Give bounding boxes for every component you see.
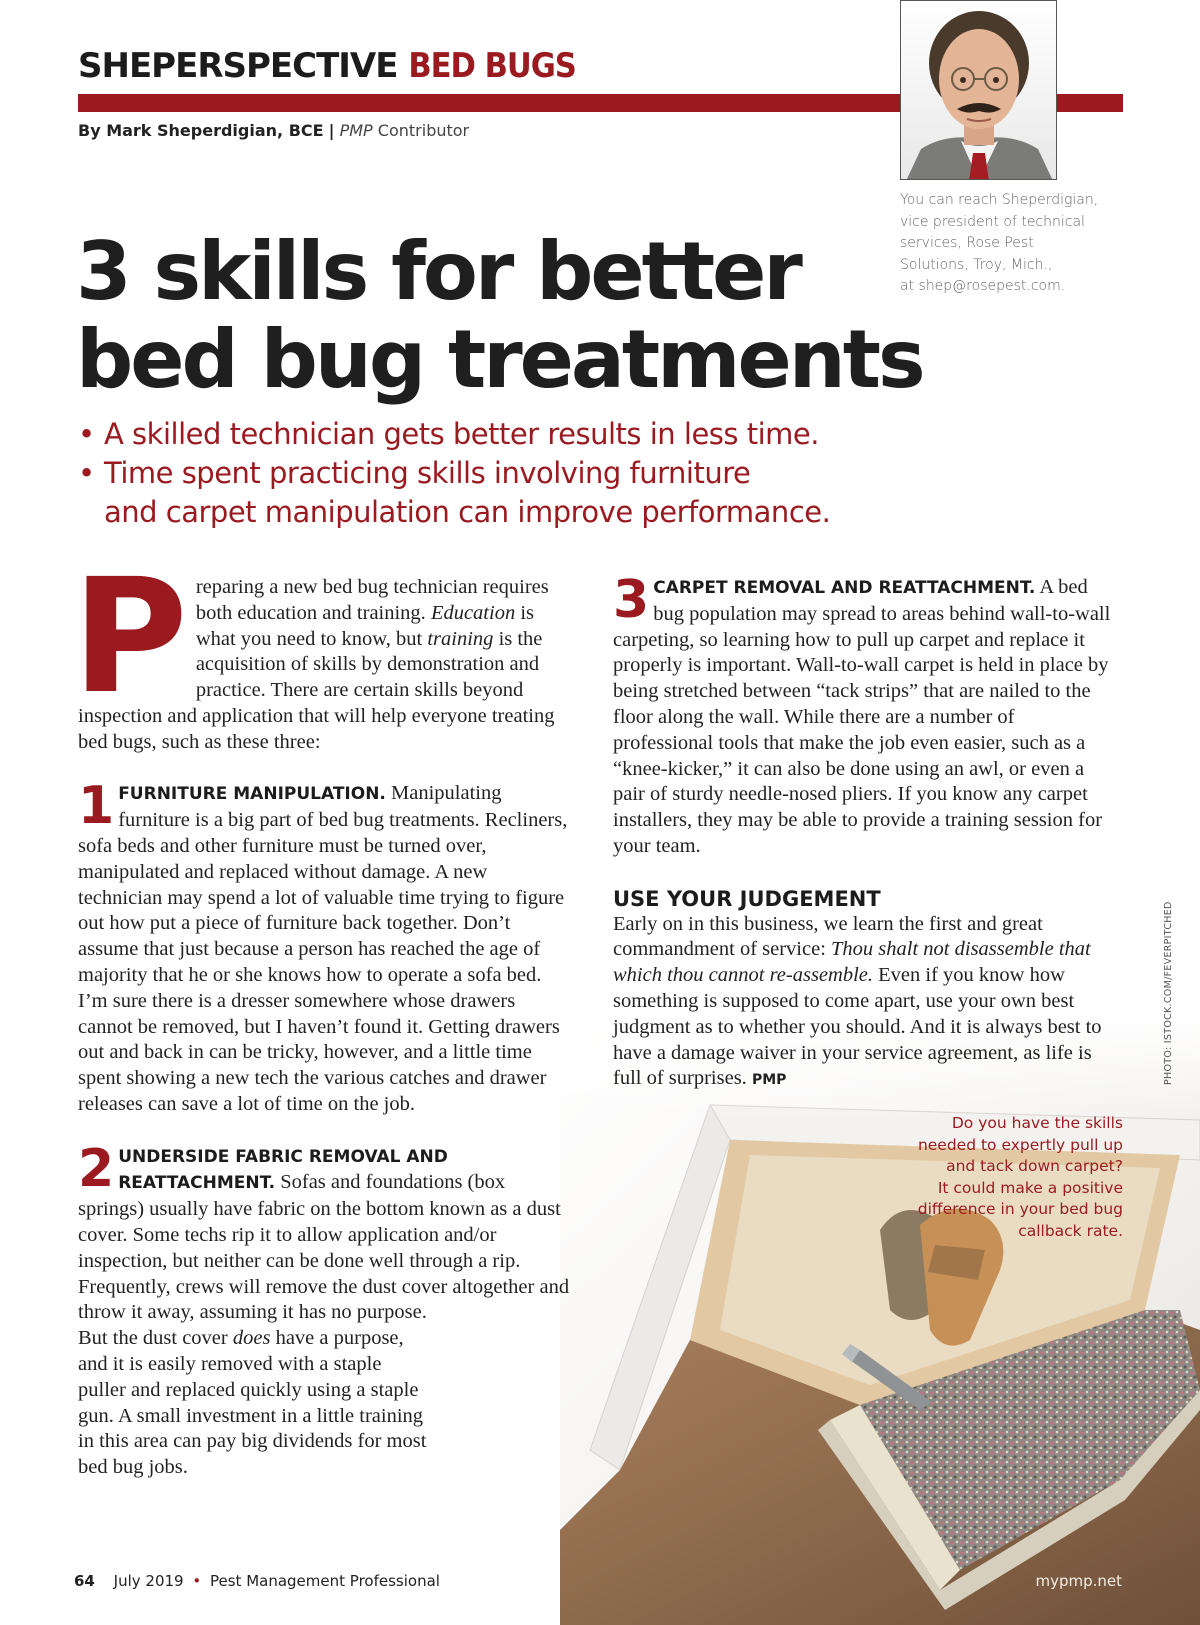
intro-text: reparing a new bed bug technician requires both education and training. xyxy=(195,576,549,624)
judgement-heading: USE YOUR JUDGEMENT xyxy=(613,886,881,911)
skill-number: 2 xyxy=(78,1138,115,1199)
author-contact xyxy=(900,190,1100,298)
caption-line: It could make a positive xyxy=(937,1178,1123,1197)
skill-1-paragraph xyxy=(78,776,570,1117)
byline xyxy=(78,121,469,140)
key-point: • A skilled technician gets better results in less time. xyxy=(78,415,830,454)
byline-author: By Mark Sheperdigian, BCE xyxy=(78,121,324,140)
key-point-continued: and carpet manipulation can improve performance. xyxy=(104,495,831,529)
website-url[interactable]: mypmp.net xyxy=(1035,1572,1122,1590)
contact-line: Solutions, Troy, Mich., xyxy=(900,256,1053,273)
intro-paragraph xyxy=(72,545,570,756)
caption-line: and tack down carpet? xyxy=(946,1157,1123,1175)
issue-date: July 2019 xyxy=(113,1572,184,1590)
skill-text: Sofas and foundations (box springs) usually have fabric on the bottom known as a dust cover. Some techs rip it to allow application and/or inspection, but neither can be done well through a rip. Frequently, crews will remove the dust cover altogether and throw it away, assuming it has no purpose. xyxy=(78,1171,570,1324)
series-name: SHEPERSPECTIVE xyxy=(78,46,398,86)
body-column-left xyxy=(72,545,570,1481)
drop-cap: P xyxy=(72,545,188,729)
publication-name: Pest Management Professional xyxy=(210,1572,440,1590)
key-points xyxy=(78,415,830,532)
page-footer xyxy=(74,1572,440,1590)
skill-text: Manipulating furniture is a big part of bed bug treatments. Recliners, sofa beds and other furniture must be turned over, manipulated and replaced without damage. A new technician may spend a lot of valuable time trying to figure out how put a piece of furniture back together. Don’t assume that just because a person has reached the age of majority that he or she knows how to operate a sofa bed. I’m sure there is a dresser somewhere whose drawers cannot be removed, but I haven’t found it. Getting drawers out and back in can be tricky, however, and a little time spent showing a new tech the various catches and drawer releases can save a lot of time on the job. xyxy=(78,782,568,1115)
article-title xyxy=(76,225,923,406)
photo-caption xyxy=(903,1113,1123,1242)
caption-line: needed to expertly pull up xyxy=(917,1135,1123,1154)
skill-number: 1 xyxy=(78,776,115,837)
end-mark: PMP xyxy=(751,1072,787,1089)
skill-text: A bed bug population may spread to areas behind wall-to-wall carpeting, so learning how to pull up carpet and replace it properly is important. Wall-to-wall carpet is held in place by being stretched between “tack strips” that are nailed to the floor along the wall. While there are a number of professional tools that make the job even easier, such as a “knee-kicker,” it can also be done using an awl, or even a pair of sturdy needle-nosed pliers. If you know any carpet installers, they may be able to provide a training session for your team. xyxy=(613,576,1111,857)
contact-line: services, Rose Pest xyxy=(900,235,1034,251)
contact-line: at shep@rosepest.com. xyxy=(900,278,1066,294)
title-line: bed bug treatments xyxy=(76,313,923,406)
key-point: • Time spent practicing skills involving furniture xyxy=(78,454,830,493)
intro-text: is what you need to know, but xyxy=(195,601,535,650)
skill-heading: CARPET REMOVAL AND REATTACHMENT. xyxy=(653,578,1036,598)
judgement-text: Even if you know how something is supposed to come apart, use your own best judgment as to whether you should. And it is always best to have a damage waiver in your service agreement, as life is full of surprises. xyxy=(613,964,1102,1090)
topic-name: BED BUGS xyxy=(408,46,576,86)
byline-role: Contributor xyxy=(377,121,470,140)
title-line: 3 skills for better xyxy=(76,225,800,318)
photo-credit: PHOTO: ISTOCK.COM/FEVERPITCHED xyxy=(1163,901,1174,1085)
skill-heading: FURNITURE MANIPULATION. xyxy=(118,784,386,805)
intro-emphasis: training xyxy=(427,627,494,650)
contact-line: vice president of technical xyxy=(900,213,1085,230)
byline-publication: PMP xyxy=(339,121,373,140)
byline-separator: | xyxy=(328,121,335,140)
page-number: 64 xyxy=(74,1572,95,1590)
section-header xyxy=(78,46,576,86)
carpet-photo xyxy=(560,1010,1200,1625)
skill-3-paragraph xyxy=(613,570,1118,860)
skill-heading: UNDERSIDE FABRIC REMOVAL AND REATTACHMENT. xyxy=(118,1146,448,1194)
intro-text: is the acquisition of skills by demonstration and practice. There are certain skills beyond inspection and application that will help everyone treating bed bugs, such as these three: xyxy=(78,627,555,753)
caption-line: callback rate. xyxy=(1018,1221,1123,1240)
judgement-text: Early on in this business, we learn the first and great commandment of service: xyxy=(613,912,1043,961)
section-title xyxy=(78,46,576,86)
contact-line: You can reach Sheperdigian, xyxy=(900,192,1099,208)
skill-emphasis: does xyxy=(232,1327,271,1350)
skill-2-continued xyxy=(78,1326,428,1481)
intro-emphasis: Education xyxy=(430,601,516,624)
skill-text: have a purpose, and it is easily removed with a staple puller and replaced quickly using a staple gun. A small investment in a little training in this area can pay big dividends for most bed bug jobs. xyxy=(78,1327,427,1479)
author-portrait xyxy=(900,0,1057,180)
judgement-emphasis: Thou shalt not disassemble that which thou cannot re-assemble. xyxy=(613,938,1091,987)
skill-text: But the dust cover xyxy=(78,1327,233,1350)
caption-line: Do you have the skills xyxy=(951,1114,1123,1132)
skill-number: 3 xyxy=(613,570,650,630)
footer-bullet: • xyxy=(192,1572,202,1590)
caption-line: difference in your bed bug xyxy=(917,1200,1123,1218)
skill-2-paragraph xyxy=(78,1138,570,1481)
body-column-right xyxy=(613,570,1118,1094)
judgement-paragraph xyxy=(613,912,1118,1095)
